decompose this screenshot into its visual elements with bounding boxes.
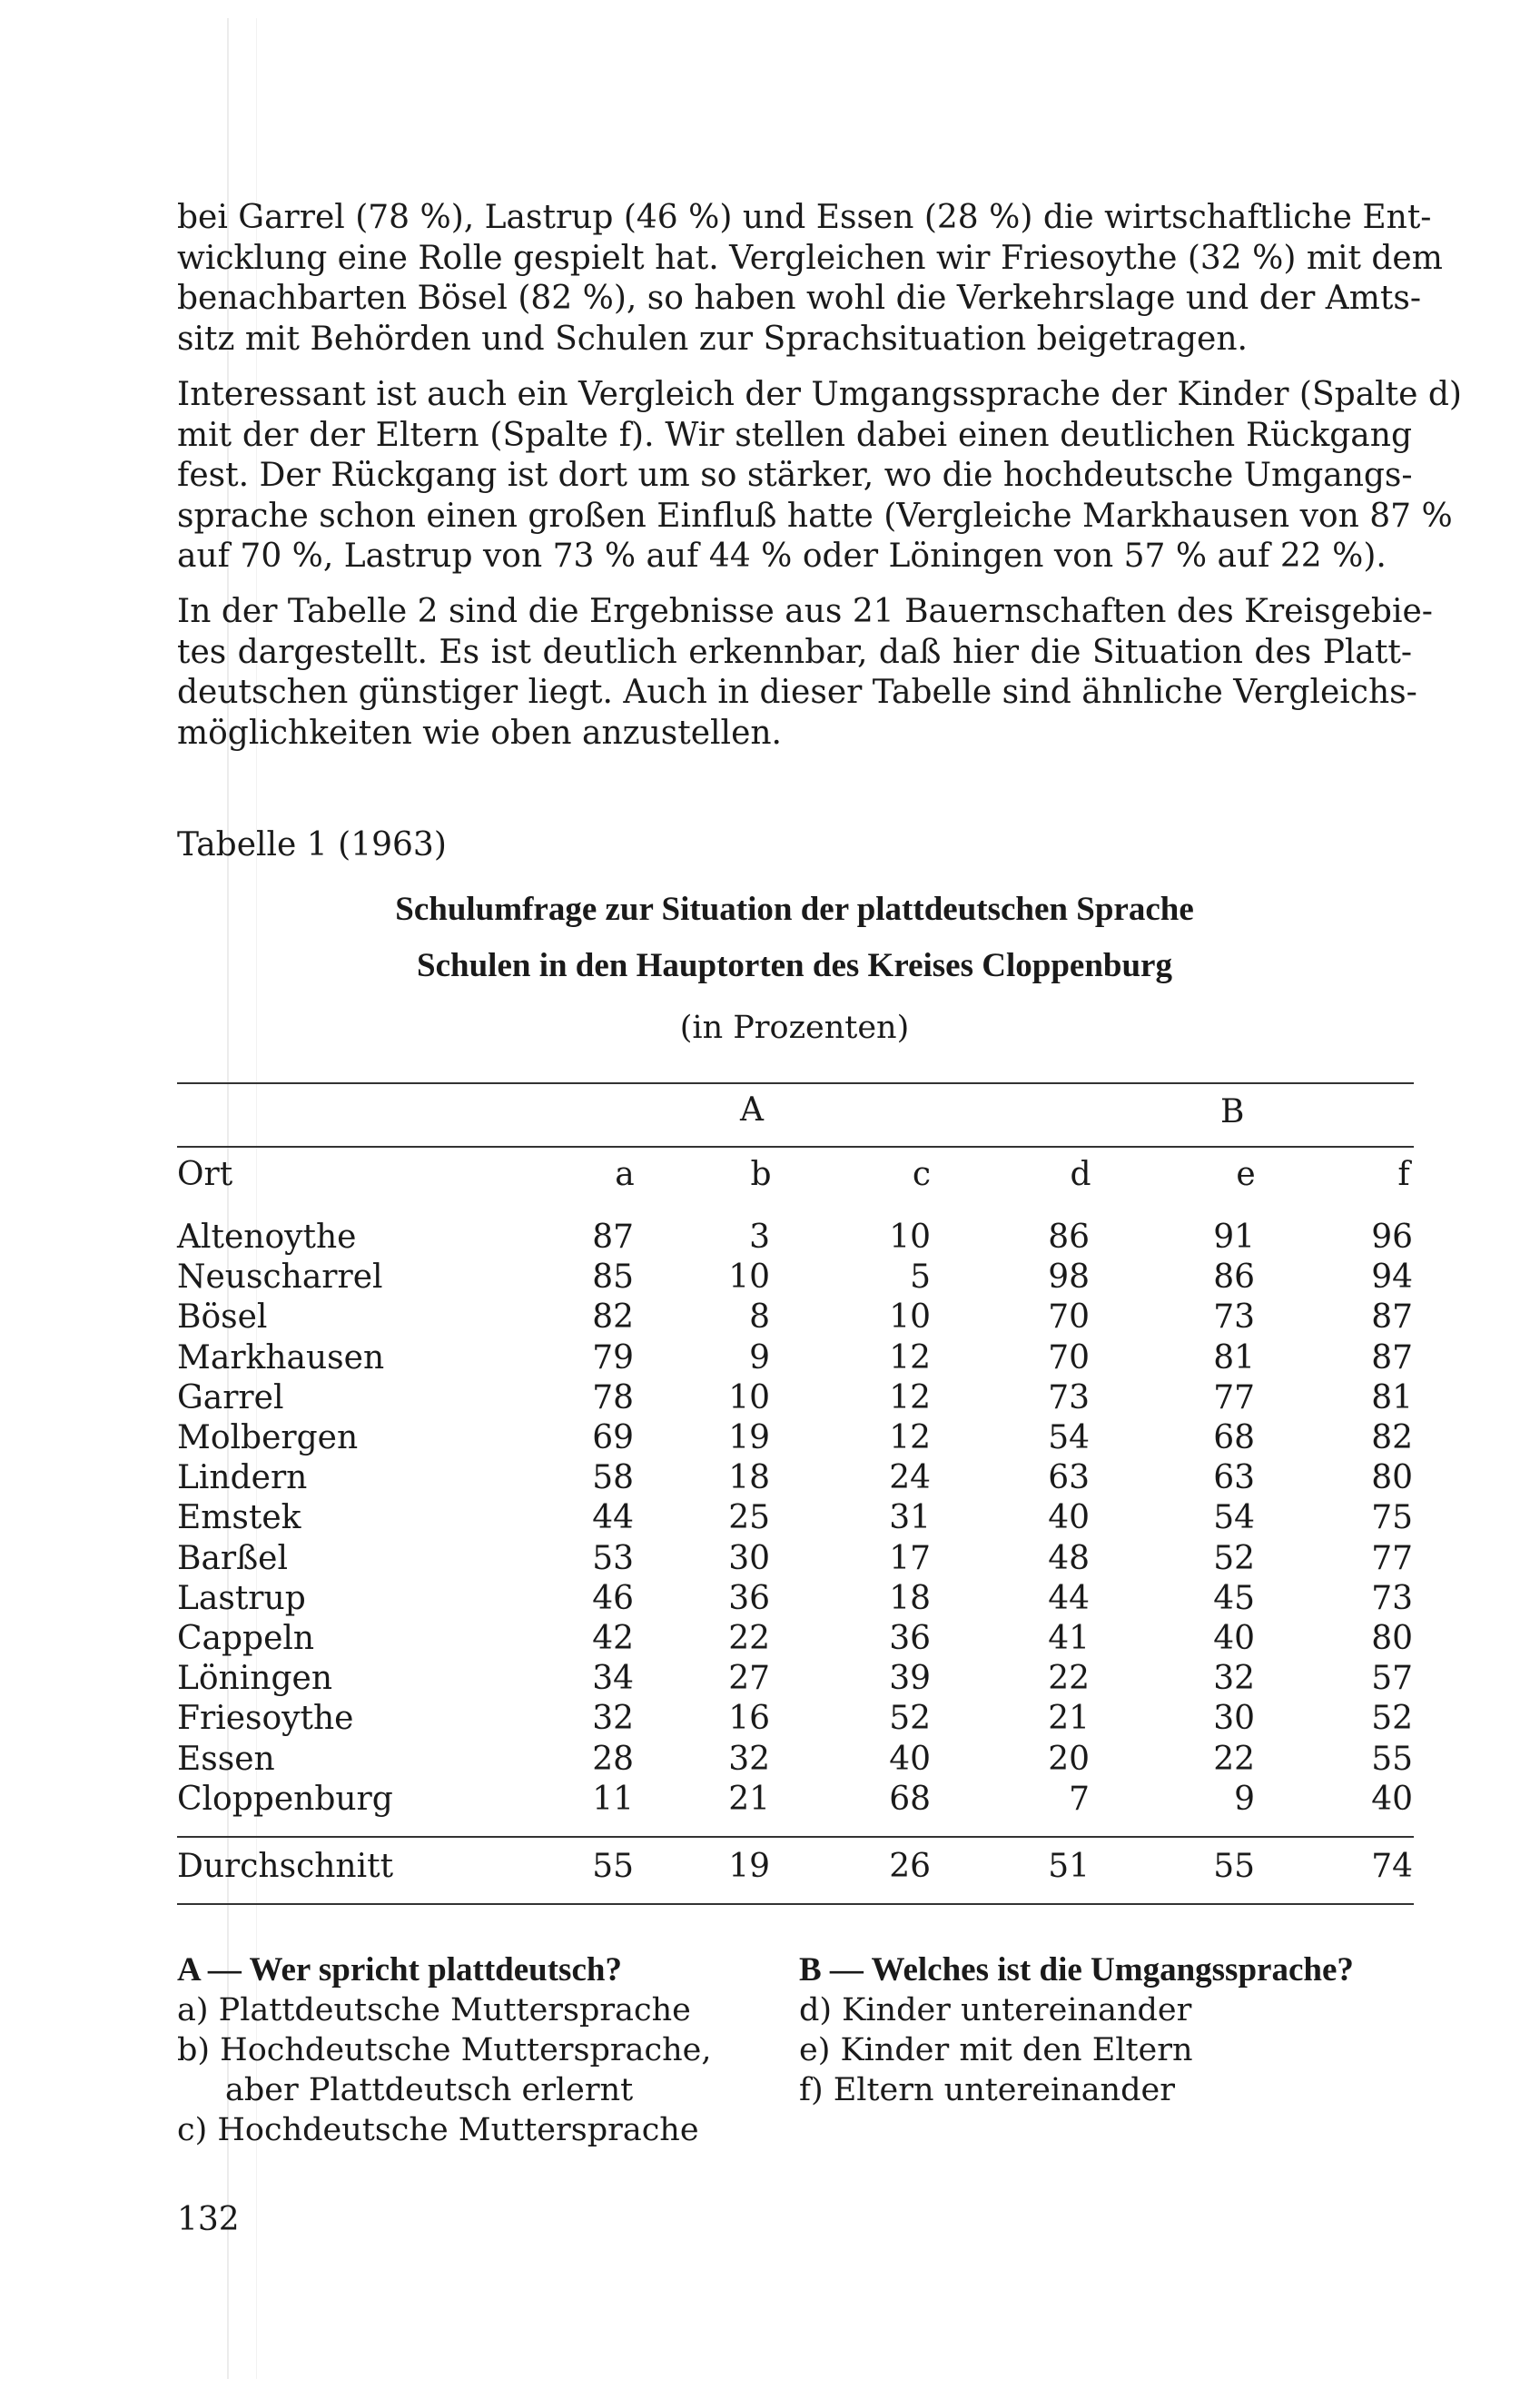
column-header-a: a: [615, 1156, 635, 1193]
legend-a: [177, 1950, 712, 2150]
group-header-b: B: [1220, 1093, 1245, 1130]
legend-a-heading: A — Wer spricht plattdeutsch?: [177, 1951, 622, 1988]
table-cell: 57: [1371, 1660, 1413, 1698]
text-line: sitz mit Behörden und Schulen zur Sprachsituation beigetragen.: [177, 320, 1248, 358]
table-cell: 7: [1069, 1780, 1090, 1818]
text-line: sprache schon einen großen Einfluß hatte (Vergleiche Markhausen von 87 %: [177, 497, 1453, 535]
table-cell: 17: [889, 1539, 931, 1577]
legend-item: e) Kinder mit den Eltern: [799, 2032, 1193, 2068]
table-cell: 20: [1048, 1740, 1090, 1778]
table-cell: 58: [592, 1459, 634, 1497]
table-cell: 40: [1213, 1620, 1255, 1657]
table-row-name: Barßel: [177, 1539, 288, 1577]
table-unit-note: (in Prozenten): [679, 1010, 910, 1046]
column-header-e: e: [1236, 1156, 1256, 1193]
average-cell: 19: [728, 1848, 770, 1885]
table-row-name: Bösel: [177, 1298, 268, 1337]
legend-item: aber Plattdeutsch erlernt: [225, 2072, 634, 2108]
table-cell: 39: [889, 1660, 931, 1698]
table-cell: 18: [728, 1459, 770, 1497]
table-cell: 80: [1371, 1620, 1413, 1657]
table-cell: 86: [1213, 1258, 1255, 1297]
text-line: tes dargestellt. Es ist deutlich erkennbar, daß hier die Situation des Platt-: [177, 633, 1412, 671]
text-line: auf 70 %, Lastrup von 73 % auf 44 % oder Löningen von 57 % auf 22 %).: [177, 538, 1387, 575]
column-header-f: f: [1397, 1156, 1410, 1193]
table-cell: 16: [728, 1700, 770, 1738]
table-row-name: Lindern: [177, 1459, 308, 1497]
table-cell: 77: [1213, 1378, 1255, 1416]
table-cell: 12: [889, 1338, 931, 1377]
table-cell: 32: [728, 1740, 770, 1778]
table-title: Schulumfrage zur Situation der plattdeutschen Sprache: [395, 891, 1194, 928]
table-row-name: Cappeln: [177, 1620, 315, 1657]
table-subtitle: Schulen in den Hauptorten des Kreises Cloppenburg: [417, 947, 1172, 984]
table-cell: 27: [728, 1660, 770, 1698]
table-cell: 21: [1048, 1700, 1090, 1738]
table-cell: 63: [1048, 1459, 1090, 1497]
text-line: fest. Der Rückgang ist dort um so stärker, wo die hochdeutsche Umgangs-: [177, 457, 1413, 494]
table-cell: 36: [728, 1579, 770, 1617]
table-cell: 46: [592, 1579, 634, 1617]
paragraph-2: [177, 375, 1462, 577]
table-cell: 78: [592, 1378, 634, 1416]
table-cell: 73: [1048, 1378, 1090, 1416]
table-row-name: Lastrup: [177, 1579, 306, 1617]
table-cell: 53: [592, 1539, 634, 1577]
column-header-b: b: [750, 1156, 772, 1193]
table-cell: 63: [1213, 1459, 1255, 1497]
text-line: deutschen günstiger liegt. Auch in dieser Tabelle sind ähnliche Vergleichs-: [177, 674, 1417, 711]
table-cell: 69: [592, 1419, 634, 1456]
table-cell: 3: [749, 1219, 770, 1256]
table-cell: 94: [1371, 1258, 1413, 1297]
text-line: wicklung eine Rolle gespielt hat. Vergleichen wir Friesoythe (32 %) mit dem: [177, 239, 1443, 277]
table-cell: 24: [889, 1459, 931, 1497]
table-row-name: Friesoythe: [177, 1700, 354, 1738]
average-cell: 26: [889, 1848, 931, 1885]
table-cell: 87: [1371, 1338, 1413, 1377]
table-row-name: Neuscharrel: [177, 1258, 383, 1297]
table-cell: 82: [1371, 1419, 1413, 1456]
average-cell: 74: [1371, 1848, 1413, 1885]
table-cell: 12: [889, 1378, 931, 1416]
legend-b-heading: B — Welches ist die Umgangssprache?: [799, 1951, 1354, 1988]
table-cell: 18: [889, 1579, 931, 1617]
table-cell: 77: [1371, 1539, 1413, 1577]
average-cell: 51: [1048, 1848, 1090, 1885]
text-line: benachbarten Bösel (82 %), so haben wohl die Verkehrslage und der Amts-: [177, 280, 1421, 317]
table-cell: 44: [1048, 1579, 1090, 1617]
table-cell: 10: [889, 1298, 931, 1337]
table-cell: 44: [592, 1499, 634, 1537]
average-row-name: Durchschnitt: [177, 1848, 394, 1885]
column-header-d: d: [1070, 1156, 1091, 1193]
table-cell: 25: [728, 1499, 770, 1537]
legend-item: f) Eltern untereinander: [799, 2072, 1175, 2108]
table-cell: 80: [1371, 1459, 1413, 1497]
table-rule-bottom: [177, 1903, 1414, 1905]
table-cell: 11: [592, 1780, 634, 1818]
table-cell: 73: [1371, 1579, 1413, 1617]
table-cell: 79: [592, 1338, 634, 1377]
table-cell: 81: [1371, 1378, 1413, 1416]
table-cell: 10: [728, 1258, 770, 1297]
table-cell: 98: [1048, 1258, 1090, 1297]
table-cell: 81: [1213, 1338, 1255, 1377]
text-line: In der Tabelle 2 sind die Ergebnisse aus 21 Bauernschaften des Kreisgebie-: [177, 593, 1433, 630]
legend-item: a) Plattdeutsche Muttersprache: [177, 1992, 691, 2028]
table-row-name: Garrel: [177, 1378, 284, 1416]
table-cell: 82: [592, 1298, 634, 1337]
table-cell: 68: [1213, 1419, 1255, 1456]
table-cell: 30: [1213, 1700, 1255, 1738]
table-cell: 22: [1048, 1660, 1090, 1698]
table-cell: 55: [1371, 1740, 1413, 1778]
table-cell: 28: [592, 1740, 634, 1778]
text-line: mit der der Eltern (Spalte f). Wir stellen dabei einen deutlichen Rückgang: [177, 416, 1412, 454]
table-cell: 45: [1213, 1579, 1255, 1617]
table-cell: 30: [728, 1539, 770, 1577]
table-row-name: Molbergen: [177, 1419, 359, 1456]
table-cell: 10: [889, 1219, 931, 1256]
table-cell: 54: [1048, 1419, 1090, 1456]
table-cell: 32: [592, 1700, 634, 1738]
table-cell: 91: [1213, 1219, 1255, 1256]
table-cell: 52: [1213, 1539, 1255, 1577]
table-rule-header: [177, 1146, 1414, 1148]
paragraph-3: [177, 592, 1433, 754]
average-cell: 55: [592, 1848, 634, 1885]
table-cell: 85: [592, 1258, 634, 1297]
table-cell: 21: [728, 1780, 770, 1818]
table-cell: 73: [1213, 1298, 1255, 1337]
table-cell: 86: [1048, 1219, 1090, 1256]
table-row-name: Essen: [177, 1740, 275, 1778]
table-row-name: Löningen: [177, 1660, 332, 1698]
table-cell: 22: [1213, 1740, 1255, 1778]
table-row-name: Altenoythe: [177, 1219, 357, 1256]
table-cell: 34: [592, 1660, 634, 1698]
table-cell: 40: [1371, 1780, 1413, 1818]
page-number: 132: [177, 2201, 240, 2238]
table-cell: 70: [1048, 1338, 1090, 1377]
legend-item: b) Hochdeutsche Muttersprache,: [177, 2032, 712, 2068]
text-line: bei Garrel (78 %), Lastrup (46 %) und Essen (28 %) die wirtschaftliche Ent-: [177, 199, 1432, 236]
table-cell: 36: [889, 1620, 931, 1657]
table-cell: 12: [889, 1419, 931, 1456]
table-cell: 22: [728, 1620, 770, 1657]
legend-b: [799, 1950, 1354, 2110]
table-cell: 52: [1371, 1700, 1413, 1738]
table-cell: 41: [1048, 1620, 1090, 1657]
table-cell: 40: [1048, 1499, 1090, 1537]
table-cell: 54: [1213, 1499, 1255, 1537]
text-line: Interessant ist auch ein Vergleich der Umgangssprache der Kinder (Spalte d): [177, 376, 1462, 413]
legend-item: c) Hochdeutsche Muttersprache: [177, 2112, 699, 2148]
table-cell: 5: [910, 1258, 931, 1297]
table-cell: 70: [1048, 1298, 1090, 1337]
table-cell: 40: [889, 1740, 931, 1778]
table-row-name: Markhausen: [177, 1338, 385, 1377]
table-cell: 42: [592, 1620, 634, 1657]
legend-item: d) Kinder untereinander: [799, 1992, 1192, 2028]
table-rule-body-end: [177, 1836, 1414, 1838]
table-cell: 31: [889, 1499, 931, 1537]
column-header-ort: Ort: [177, 1156, 233, 1193]
table-cell: 48: [1048, 1539, 1090, 1577]
table-cell: 9: [1234, 1780, 1255, 1818]
table-cell: 32: [1213, 1660, 1255, 1698]
table-cell: 8: [749, 1298, 770, 1337]
group-header-a: A: [740, 1091, 764, 1129]
table-cell: 87: [592, 1219, 634, 1256]
table-cell: 96: [1371, 1219, 1413, 1256]
table-cell: 9: [749, 1338, 770, 1377]
table-cell: 19: [728, 1419, 770, 1456]
table-rule-top: [177, 1082, 1414, 1084]
table-cell: 10: [728, 1378, 770, 1416]
average-cell: 55: [1213, 1848, 1255, 1885]
table-row-name: Emstek: [177, 1499, 301, 1537]
table-row-name: Cloppenburg: [177, 1780, 393, 1818]
column-header-c: c: [912, 1156, 932, 1193]
paragraph-1: [177, 198, 1443, 360]
text-line: möglichkeiten wie oben anzustellen.: [177, 714, 782, 752]
table-cell: 52: [889, 1700, 931, 1738]
table-cell: 75: [1371, 1499, 1413, 1537]
table-label: Tabelle 1 (1963): [177, 826, 447, 863]
table-cell: 68: [889, 1780, 931, 1818]
table-cell: 87: [1371, 1298, 1413, 1337]
